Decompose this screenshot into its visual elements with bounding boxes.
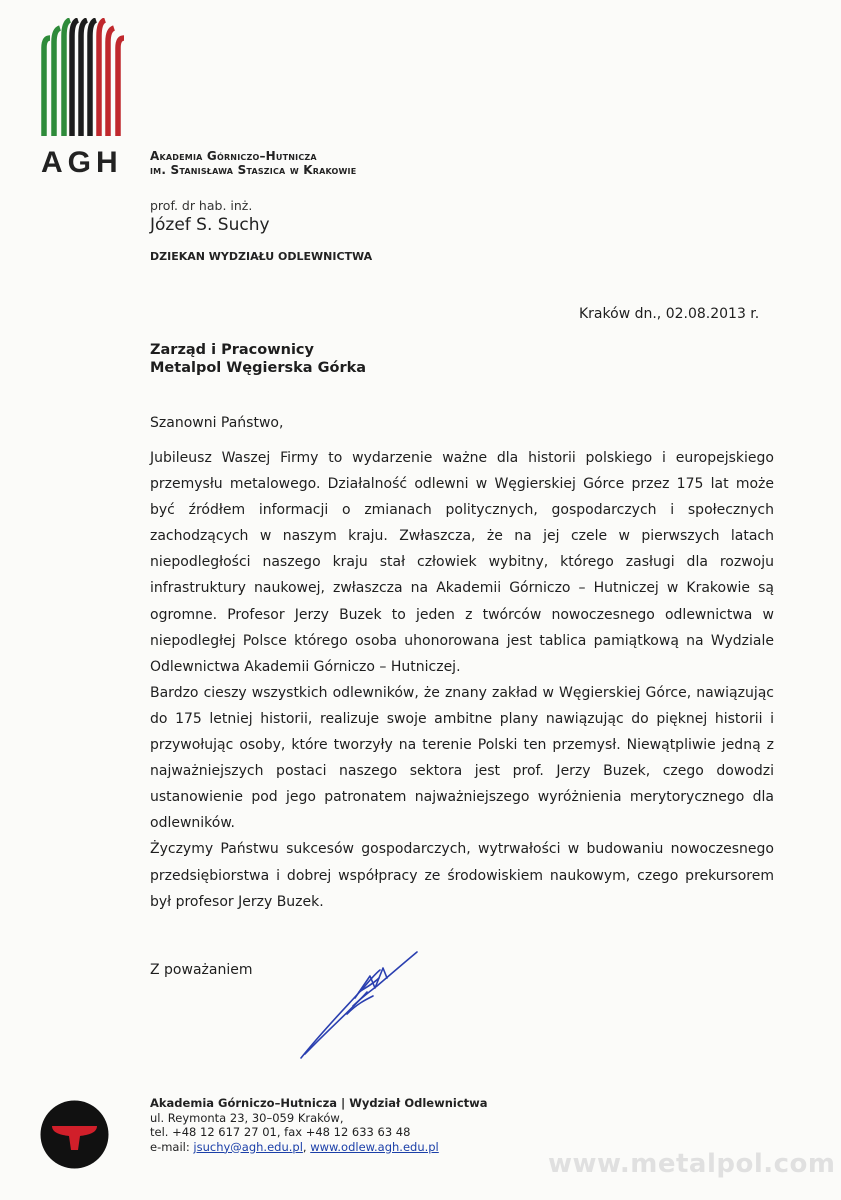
sender-name: Józef S. Suchy (150, 215, 270, 235)
letter-body (150, 445, 774, 915)
website-link[interactable]: www.odlew.agh.edu.pl (310, 1139, 439, 1154)
body-paragraph-2: Bardzo cieszy wszystkich odlewników, że znany zakład w Węgierskiej Górce, nawiązując do 175 letniej historii, realizuje swoje ambitne plany nawiązując do pięknej historii i przywołując osoby, które tworzyły na terenie Polski ten przemysł. Niewątpliwie jedną z najważniejszych postaci naszego sektora jest prof. Jerzy Buzek, czego dowodzi ustanowienie pod jego patronatem najważniejszego wyróżnienia merytorycznego dla odlewników. (150, 684, 774, 832)
closing: Z poważaniem (150, 962, 253, 978)
letter-date: Kraków dn., 02.08.2013 r. (579, 306, 760, 322)
footer-contact (150, 1140, 488, 1155)
body-paragraph-1: Jubileusz Waszej Firmy to wydarzenie ważne dla historii polskiego i europejskiego przemysłu metalowego. Działalność odlewni w Węgierskiej Górce przez 175 lat może być źródłem informacji o zmianach politycznych, gospodarczych i społecznych zachodzących w naszym kraju. Zwłaszcza, że na jej czele w pierwszych latach niepodległości naszego kraju stał człowiek wybitny, którego zasługi dla rozwoju infrastruktury naukowej, zwłaszcza na Akademii Górniczo – Hutniczej w Krakowie są ogromne. Profesor Jerzy Buzek to jeden z twórców nowoczesnego odlewnictwa w niepodległej Polsce którego osoba uhonorowana jest tablica pamiątkową na Wydziale Odlewnictwa Akademii Górniczo – Hutniczej. (150, 450, 774, 675)
footer (150, 1096, 488, 1154)
agh-logo-bars-icon (40, 18, 124, 136)
footer-separator: , (302, 1139, 311, 1154)
footer-address: ul. Reymonta 23, 30–059 Kraków, (150, 1110, 344, 1125)
watermark: www.metalpol.com (548, 1149, 836, 1179)
agh-logo-text: AGH (41, 146, 123, 179)
email-link[interactable]: jsuchy@agh.edu.pl (193, 1139, 303, 1154)
footer-email-label: e-mail: (150, 1139, 194, 1154)
sender-position: DZIEKAN WYDZIAŁU ODLEWNICTWA (150, 250, 373, 263)
footer-title: Akademia Górniczo–Hutnicza | Wydział Odlewnictwa (150, 1096, 488, 1110)
footer-phone: tel. +48 12 617 27 01, fax +48 12 633 63 48 (150, 1125, 411, 1139)
institution-subname: im. Stanisława Staszica w Krakowie (150, 163, 357, 177)
recipient-line-2: Metalpol Węgierska Górka (150, 360, 367, 376)
salutation: Szanowni Państwo, (150, 415, 284, 431)
sender-title: prof. dr hab. inż. (150, 198, 253, 213)
institution-name: Akademia Górniczo–Hutnicza (150, 149, 317, 163)
signature-icon (295, 948, 420, 1063)
faculty-logo-icon (40, 1100, 109, 1169)
body-paragraph-3: Życzymy Państwu sukcesów gospodarczych, wytrwałości w budowaniu nowoczesnego przedsiębiorstwa i dobrej współpracy ze środowiskiem naukowym, czego prekursorem był profesor Jerzy Buzek. (150, 841, 774, 910)
recipient-line-1: Zarząd i Pracownicy (150, 342, 314, 358)
